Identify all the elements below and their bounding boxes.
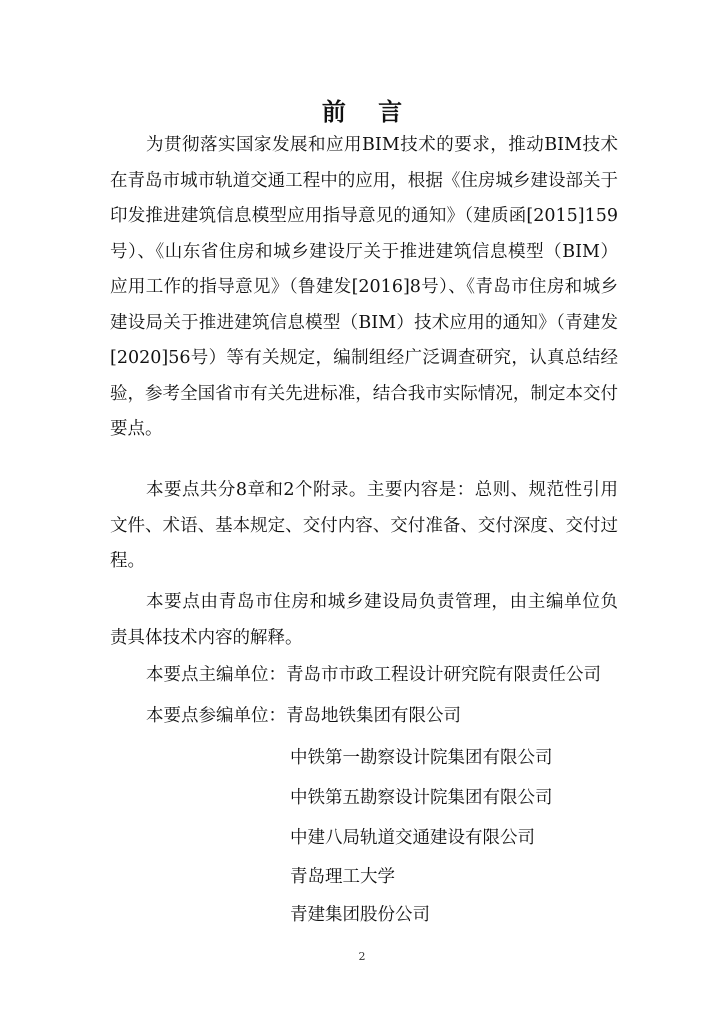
preface-paragraph-2: 本要点共分8章和2个附录。主要内容是：总则、规范性引用文件、术语、基本规定、交付内容、交付准备、交付深度、交付过程。 <box>110 480 618 571</box>
participating-unit: 青建集团股份公司 <box>290 905 430 925</box>
page-title: 前 言 <box>321 97 415 126</box>
chief-editor-unit: 本要点主编单位：青岛市市政工程设计研究院有限责任公司 <box>146 665 601 685</box>
preface-paragraph-1: 为贯彻落实国家发展和应用BIM技术的要求，推动BIM技术在青岛市城市轨道交通工程中的应用，根据《住房城乡建设部关于印发推进建筑信息模型应用指导意见的通知》（建质函[2015]159号）、《山东省住房和城乡建设厅关于推进建筑信息模型（BIM）应用工作的指导意见》（鲁建发[2016]8号）、《青岛市住房和城乡建设局关于推进建筑信息模型（BIM）技术应用的通知》（青建发[2020]56号）等有关规定，编制组经广泛调查研究，认真总结经验，参考全国省市有关先进标准，结合我市实际情况，制定本交付要点。 <box>110 135 618 439</box>
participating-unit: 中铁第一勘察设计院集团有限公司 <box>290 748 553 768</box>
page-number: 2 <box>358 950 366 963</box>
participating-unit: 中建八局轨道交通建设有限公司 <box>290 828 535 848</box>
participating-unit: 中铁第五勘察设计院集团有限公司 <box>290 788 553 808</box>
participating-unit: 青岛理工大学 <box>290 867 395 887</box>
participating-units-label: 本要点参编单位：青岛地铁集团有限公司 <box>146 706 461 726</box>
preface-paragraph-3: 本要点由青岛市住房和城乡建设局负责管理，由主编单位负责具体技术内容的解释。 <box>110 592 618 648</box>
